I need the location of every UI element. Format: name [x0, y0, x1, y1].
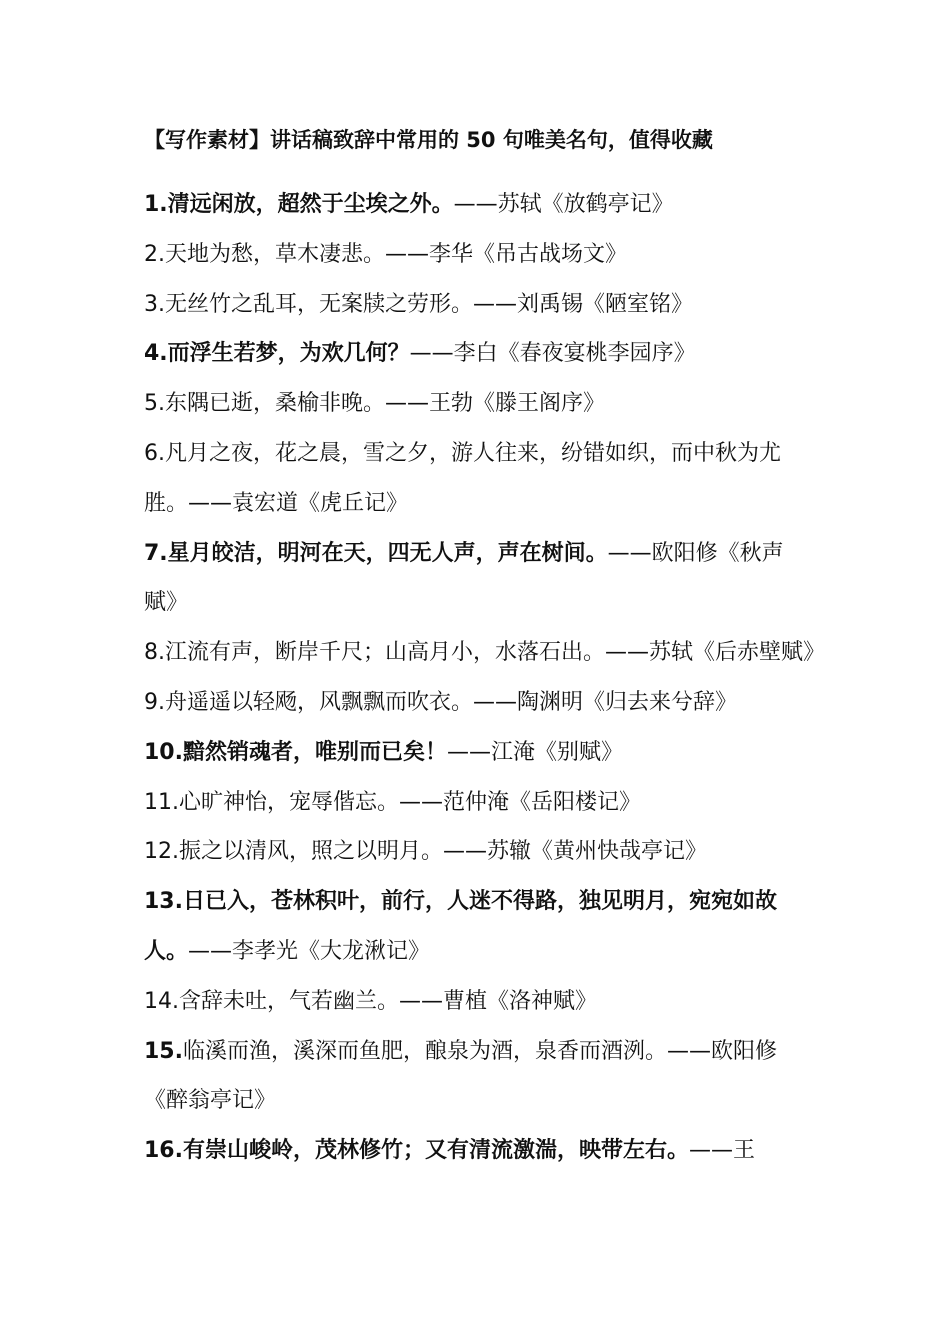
quote-normal-text: 11.心旷神怡，宠辱偕忘。——范仲淹《岳阳楼记》	[144, 789, 641, 815]
quote-normal-text: ——苏轼《放鹤亭记》	[453, 192, 674, 217]
quote-bold-text: 1.清远闲放，超然于尘埃之外。	[144, 192, 454, 217]
quote-item	[144, 628, 825, 678]
quote-normal-text: ——欧阳修《秋声赋》	[144, 540, 784, 616]
quote-item	[144, 1027, 814, 1127]
quote-normal-text: 8.江流有声，断岸千尺；山高月小，水落石出。——苏轼《后赤壁赋》	[144, 640, 825, 666]
quote-normal-text: ——李白《春夜宴桃李园序》	[409, 341, 696, 367]
quote-normal-text: 9.舟遥遥以轻飏，风飘飘而吹衣。——陶渊明《归去来兮辞》	[144, 689, 737, 715]
quote-item	[144, 877, 814, 977]
quote-item	[144, 678, 814, 728]
quote-bold-text: 15.	[144, 1038, 183, 1064]
quote-item	[144, 379, 814, 429]
quote-normal-text: ——江淹《别赋》	[446, 739, 623, 765]
quote-item	[144, 1126, 814, 1176]
quote-bold-text: 13.日已入，苍林积叶，前行，人迷不得路，独见明月，宛宛如故人。	[144, 889, 777, 964]
quote-normal-text: 3.无丝竹之乱耳，无案牍之劳形。——刘禹锡《陋室铭》	[144, 291, 693, 317]
quote-normal-text: 14.含辞未吐，气若幽兰。——曹植《洛神赋》	[144, 988, 597, 1014]
quote-bold-text: 4.而浮生若梦，为欢几何？	[144, 341, 410, 367]
quote-item	[144, 977, 814, 1027]
quote-bold-text: 10.黯然销魂者，唯别而已矣！	[144, 739, 447, 765]
quote-item	[144, 230, 814, 280]
quote-item	[144, 429, 814, 529]
quote-normal-text: 5.东隅已逝，桑榆非晚。——王勃《滕王阁序》	[144, 391, 605, 417]
quote-normal-text: 临溪而渔，溪深而鱼肥，酿泉为酒，泉香而酒洌。——欧阳修《醉翁亭记》	[144, 1038, 777, 1114]
quote-normal-text: ——王	[688, 1138, 755, 1164]
quote-normal-text: 2.天地为愁，草木凄悲。——李华《吊古战场文》	[144, 241, 627, 267]
quote-bold-text: 7.星月皎洁，明河在天，四无人声，声在树间。	[144, 540, 608, 566]
quote-normal-text: 6.凡月之夜，花之晨，雪之夕，游人往来，纷错如织，而中秋为尤胜。——袁宏道《虎丘记》	[144, 440, 781, 516]
document-title: 【写作素材】讲话稿致辞中常用的 50 句唯美名句，值得收藏	[144, 128, 713, 152]
quote-item	[144, 728, 814, 778]
quote-item	[144, 329, 814, 379]
quote-normal-text: 12.振之以清风，照之以明月。——苏辙《黄州快哉亭记》	[144, 839, 707, 865]
quote-item	[144, 529, 814, 629]
quote-list	[144, 180, 825, 1176]
quote-bold-text: 16.有崇山峻岭，茂林修竹；又有清流激湍，映带左右。	[144, 1138, 689, 1164]
quote-normal-text: ——李孝光《大龙湫记》	[188, 938, 431, 964]
quote-item	[144, 778, 814, 828]
quote-item	[144, 180, 814, 230]
quote-item	[144, 280, 814, 330]
quote-item	[144, 827, 814, 877]
